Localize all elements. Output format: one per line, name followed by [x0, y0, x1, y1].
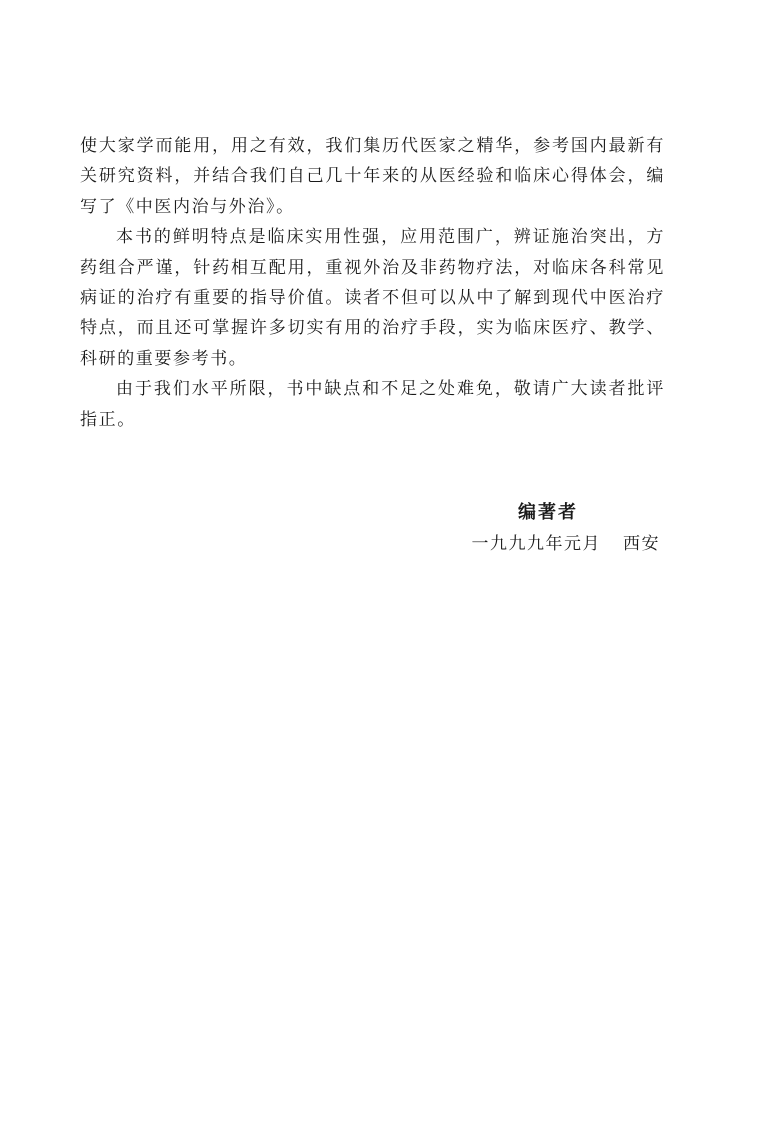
preface-body: [80, 131, 665, 435]
place-text: 西安: [623, 534, 660, 554]
paragraph-1: 使大家学而能用，用之有效，我们集历代医家之精华，参考国内最新有关研究资料，并结合我们自己几十年来的从医经验和临床心得体会，编写了《中医内治与外治》。: [80, 136, 665, 217]
author-label: 编著者: [518, 502, 578, 523]
signature-block: [440, 500, 660, 557]
date-place-line: [440, 531, 660, 557]
date-text: 一九九九年元月: [471, 534, 601, 554]
paragraph-2: 本书的鲜明特点是临床实用性强，应用范围广，辨证施治突出，方药组合严谨，针药相互配用，重视外治及非药物疗法，对临床各科常见病证的治疗有重要的指导价值。读者不但可以从中了解到现代中医治疗特点，而且还可掌握许多切实有用的治疗手段，实为临床医疗、教学、科研的重要参考书。: [80, 227, 665, 369]
paragraph-3: 由于我们水平所限，书中缺点和不足之处难免，敬请广大读者批评指正。: [80, 379, 665, 430]
